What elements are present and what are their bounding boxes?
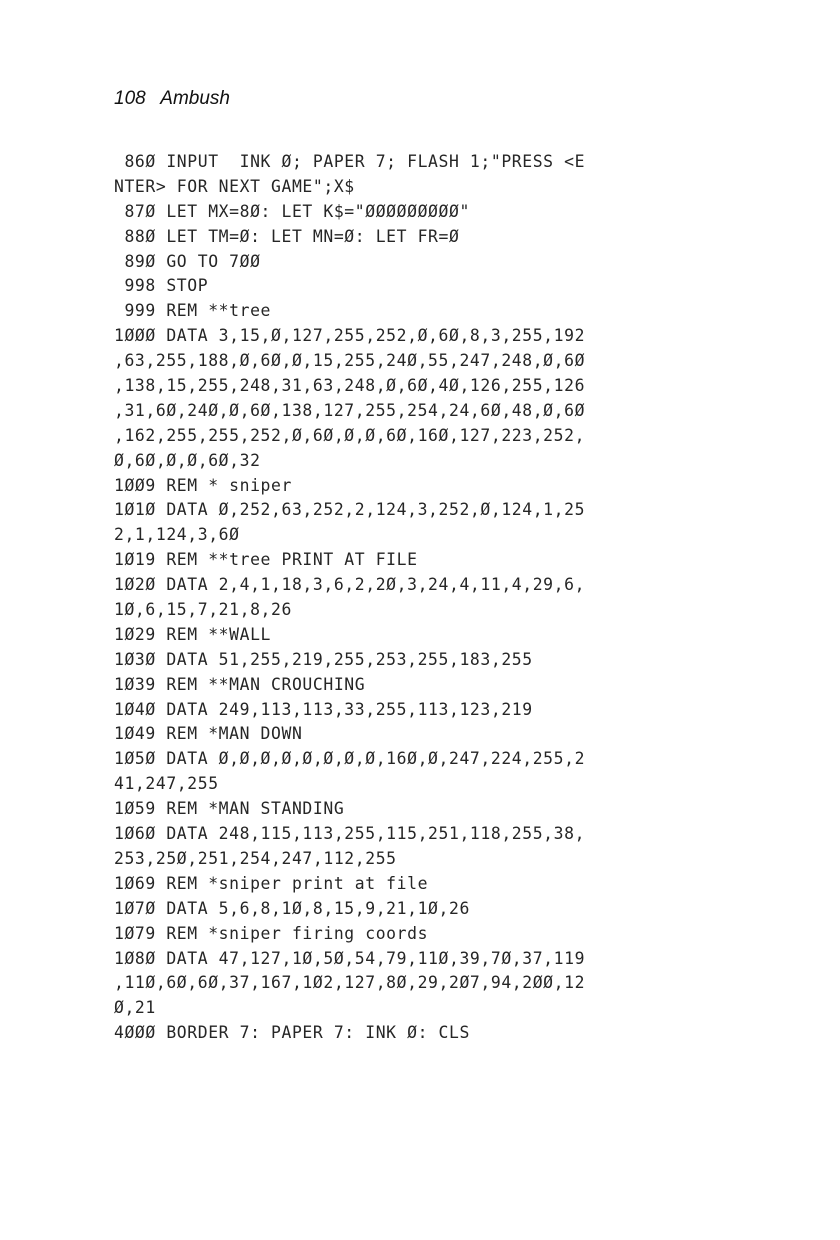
listing-line: 253,25Ø,251,254,247,112,255 bbox=[114, 848, 397, 868]
listing-line: 998 STOP bbox=[114, 276, 209, 296]
listing-line: 2,1,124,3,6Ø bbox=[114, 525, 240, 545]
listing-line: 1Ø8Ø DATA 47,127,1Ø,5Ø,54,79,11Ø,39,7Ø,37,119 bbox=[114, 948, 586, 968]
listing-line: 1Ø5Ø DATA Ø,Ø,Ø,Ø,Ø,Ø,Ø,Ø,16Ø,Ø,247,224,255,2 bbox=[114, 749, 586, 769]
listing-line: ,162,255,255,252,Ø,6Ø,Ø,Ø,6Ø,16Ø,127,223,252, bbox=[114, 425, 586, 445]
listing-line: 1Ø79 REM *sniper firing coords bbox=[114, 923, 429, 943]
listing-line: 89Ø GO TO 7ØØ bbox=[114, 251, 261, 271]
listing-line: 999 REM **tree bbox=[114, 301, 272, 321]
listing-line: ,138,15,255,248,31,63,248,Ø,6Ø,4Ø,126,255,126 bbox=[114, 376, 586, 396]
listing-line: 88Ø LET TM=Ø: LET MN=Ø: LET FR=Ø bbox=[114, 226, 460, 246]
listing-line: 1Ø1Ø DATA Ø,252,63,252,2,124,3,252,Ø,124,1,25 bbox=[114, 500, 586, 520]
listing-line: 1Ø,6,15,7,21,8,26 bbox=[114, 600, 292, 620]
listing-line: 1Ø49 REM *MAN DOWN bbox=[114, 724, 303, 744]
listing-line: 1ØØ9 REM * sniper bbox=[114, 475, 292, 495]
listing-line: NTER> FOR NEXT GAME";X$ bbox=[114, 176, 355, 196]
basic-program-listing bbox=[114, 150, 754, 1046]
listing-line: ,11Ø,6Ø,6Ø,37,167,1Ø2,127,8Ø,29,2Ø7,94,2ØØ,12 bbox=[114, 973, 586, 993]
listing-line: 1Ø6Ø DATA 248,115,113,255,115,251,118,255,38, bbox=[114, 824, 586, 844]
listing-line: Ø,21 bbox=[114, 998, 156, 1018]
running-head bbox=[114, 88, 230, 110]
listing-line: ,63,255,188,Ø,6Ø,Ø,15,255,24Ø,55,247,248,Ø,6Ø bbox=[114, 351, 586, 371]
chapter-title: Ambush bbox=[160, 88, 230, 109]
listing-line: 1Ø69 REM *sniper print at file bbox=[114, 873, 429, 893]
listing-line: 1Ø7Ø DATA 5,6,8,1Ø,8,15,9,21,1Ø,26 bbox=[114, 898, 470, 918]
listing-line: 1Ø3Ø DATA 51,255,219,255,253,255,183,255 bbox=[114, 649, 533, 669]
listing-line: 1ØØØ DATA 3,15,Ø,127,255,252,Ø,6Ø,8,3,255,192 bbox=[114, 326, 586, 346]
listing-line: 87Ø LET MX=8Ø: LET K$="ØØØØØØØØØ" bbox=[114, 201, 470, 221]
page-number: 108 bbox=[114, 88, 146, 109]
listing-line: 1Ø29 REM **WALL bbox=[114, 624, 272, 644]
listing-line: 86Ø INPUT INK Ø; PAPER 7; FLASH 1;"PRESS <E bbox=[114, 152, 586, 171]
listing-line: 1Ø2Ø DATA 2,4,1,18,3,6,2,2Ø,3,24,4,11,4,29,6, bbox=[114, 575, 586, 595]
listing-line: 1Ø4Ø DATA 249,113,113,33,255,113,123,219 bbox=[114, 699, 533, 719]
listing-line: 1Ø19 REM **tree PRINT AT FILE bbox=[114, 550, 418, 570]
listing-line: 1Ø39 REM **MAN CROUCHING bbox=[114, 674, 366, 694]
listing-line: ,31,6Ø,24Ø,Ø,6Ø,138,127,255,254,24,6Ø,48,Ø,6Ø bbox=[114, 400, 586, 420]
listing-line: 1Ø59 REM *MAN STANDING bbox=[114, 799, 345, 819]
listing-line: 4ØØØ BORDER 7: PAPER 7: INK Ø: CLS bbox=[114, 1023, 470, 1043]
listing-line: 41,247,255 bbox=[114, 774, 219, 794]
listing-line: Ø,6Ø,Ø,Ø,6Ø,32 bbox=[114, 450, 261, 470]
